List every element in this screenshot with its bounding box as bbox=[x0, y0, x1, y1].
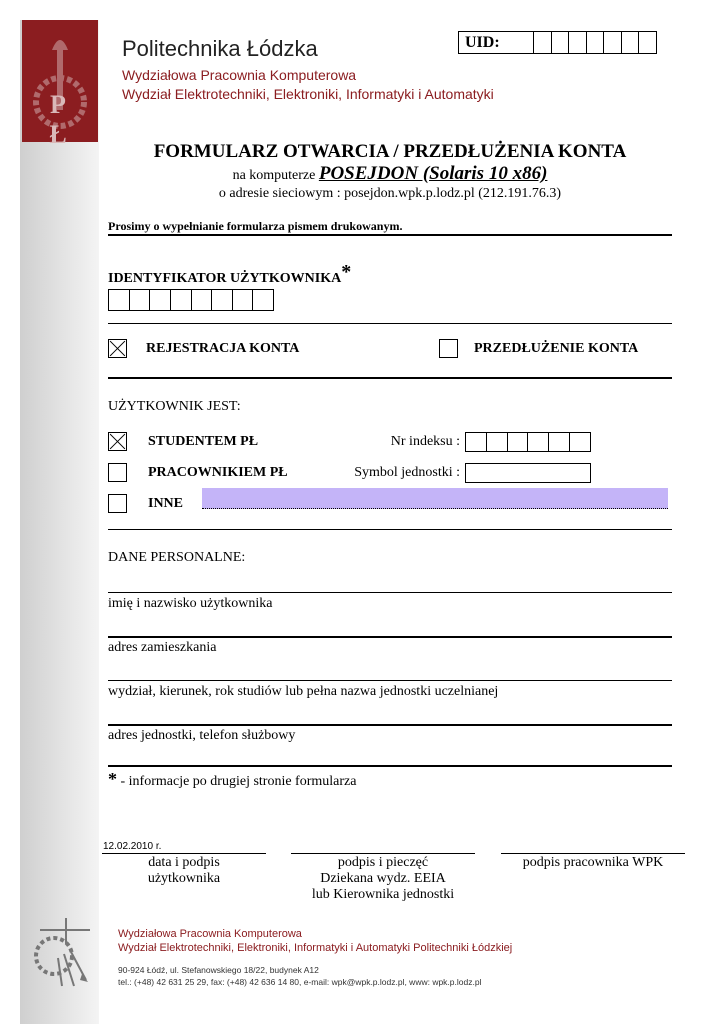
other-label: INNE bbox=[148, 496, 184, 511]
lab-logo bbox=[26, 910, 98, 995]
identifier-cell[interactable] bbox=[130, 290, 151, 310]
computer-name: POSEJDON (Solaris 10 x86) bbox=[318, 163, 548, 184]
registration-label: REJESTRACJA KONTA bbox=[146, 341, 300, 356]
unit-symbol-input[interactable] bbox=[465, 463, 591, 483]
wpk-signature-line[interactable] bbox=[501, 853, 685, 854]
uid-cell[interactable] bbox=[621, 32, 639, 53]
employee-checkbox[interactable] bbox=[108, 463, 127, 482]
uid-cell[interactable] bbox=[586, 32, 604, 53]
address-field-label: adres zamieszkania bbox=[108, 640, 217, 655]
computer-prefix: na komputerze bbox=[232, 168, 316, 183]
index-cell[interactable] bbox=[487, 433, 508, 451]
uid-box[interactable] bbox=[458, 31, 657, 54]
uid-cell[interactable] bbox=[568, 32, 586, 53]
identifier-cell[interactable] bbox=[212, 290, 233, 310]
dean-signature-line[interactable] bbox=[291, 853, 475, 854]
identifier-label bbox=[108, 261, 351, 287]
personal-heading: DANE PERSONALNE: bbox=[108, 550, 246, 565]
lab-name: Wydziałowa Pracownia Komputerowa bbox=[122, 67, 357, 83]
faculty-name: Wydział Elektrotechniki, Elektroniki, Informatyki i Automatyki bbox=[122, 86, 494, 102]
index-input-grid[interactable] bbox=[465, 432, 591, 452]
lightning-gear-icon bbox=[26, 910, 98, 990]
employee-label: PRACOWNIKIEM PŁ bbox=[148, 465, 288, 480]
identifier-input-grid[interactable] bbox=[108, 289, 274, 311]
name-field-label: imię i nazwisko użytkownika bbox=[108, 596, 273, 611]
uid-label: UID: bbox=[465, 34, 500, 51]
footer-contact: tel.: (+48) 42 631 25 29, fax: (+48) 42 636 14 80, e-mail: wpk@wpk.p.lodz.pl, www: wpk.p.lodz.pl bbox=[118, 977, 482, 987]
faculty-input-line[interactable] bbox=[108, 680, 672, 681]
dean-caption-line3: lub Kierownika jednostki bbox=[311, 887, 455, 902]
identifier-cell[interactable] bbox=[192, 290, 213, 310]
uid-cell[interactable] bbox=[603, 32, 621, 53]
index-label: Nr indeksu : bbox=[390, 434, 460, 449]
index-cell[interactable] bbox=[508, 433, 529, 451]
form-title: FORMULARZ OTWARCIA / PRZEDŁUŻENIA KONTA bbox=[153, 141, 627, 162]
user-caption-line2: użytkownika bbox=[147, 871, 221, 886]
index-cell[interactable] bbox=[466, 433, 487, 451]
identifier-cell[interactable] bbox=[233, 290, 254, 310]
uid-cell[interactable] bbox=[551, 32, 569, 53]
university-logo bbox=[22, 20, 98, 149]
other-checkbox[interactable] bbox=[108, 494, 127, 513]
divider bbox=[108, 377, 672, 379]
wpk-signature-caption: podpis pracownika WPK bbox=[522, 855, 664, 870]
date-value[interactable]: 12.02.2010 r. bbox=[103, 841, 162, 852]
university-name: Politechnika Łódzka bbox=[122, 36, 318, 61]
network-address: o adresie sieciowym : posejdon.wpk.p.lodz.pl (212.191.76.3) bbox=[218, 186, 562, 201]
divider bbox=[108, 323, 672, 324]
name-input-line[interactable] bbox=[108, 592, 672, 593]
index-cell[interactable] bbox=[549, 433, 570, 451]
dean-signature-caption bbox=[291, 855, 475, 903]
identifier-text: IDENTYFIKATOR UŻYTKOWNIKA bbox=[108, 271, 342, 286]
footnote bbox=[108, 769, 356, 790]
unit-address-input-line[interactable] bbox=[108, 724, 672, 726]
unit-address-field-label: adres jednostki, telefon służbowy bbox=[108, 728, 296, 743]
extension-checkbox[interactable] bbox=[439, 339, 458, 358]
divider bbox=[108, 529, 672, 530]
logo-letters: P Ł bbox=[49, 90, 81, 149]
left-sidebar bbox=[20, 20, 99, 1024]
divider bbox=[108, 234, 672, 236]
identifier-star: * bbox=[341, 261, 352, 283]
student-label: STUDENTEM PŁ bbox=[148, 434, 259, 449]
footnote-text: - informacje po drugiej stronie formularza bbox=[117, 774, 357, 789]
unit-symbol-label: Symbol jednostki : bbox=[354, 465, 460, 480]
other-input-field[interactable] bbox=[202, 488, 668, 509]
identifier-cell[interactable] bbox=[253, 290, 273, 310]
user-caption-line1: data i podpis bbox=[148, 855, 220, 870]
footer-faculty: Wydział Elektrotechniki, Elektroniki, Informatyki i Automatyki Politechniki Łódzkiej bbox=[118, 942, 513, 954]
footer-address: 90-924 Łódź, ul. Stefanowskiego 18/22, budynek A12 bbox=[118, 965, 319, 975]
extension-label: PRZEDŁUŻENIE KONTA bbox=[474, 341, 639, 356]
identifier-cell[interactable] bbox=[171, 290, 192, 310]
user-signature-caption bbox=[102, 855, 266, 887]
dean-caption-line2: Dziekana wydz. EEIA bbox=[320, 871, 446, 886]
index-cell[interactable] bbox=[570, 433, 590, 451]
divider bbox=[108, 765, 672, 767]
dean-caption-line1: podpis i pieczęć bbox=[337, 855, 429, 870]
computer-line bbox=[108, 163, 672, 185]
uid-cell[interactable] bbox=[533, 32, 551, 53]
registration-checkbox[interactable] bbox=[108, 339, 127, 358]
student-checkbox[interactable] bbox=[108, 432, 127, 451]
uid-cell[interactable] bbox=[638, 32, 656, 53]
user-type-heading: UŻYTKOWNIK JEST: bbox=[108, 399, 241, 414]
user-signature-line[interactable] bbox=[102, 853, 266, 854]
faculty-field-label: wydział, kierunek, rok studiów lub pełna nazwa jednostki uczelnianej bbox=[108, 684, 499, 699]
footnote-star: * bbox=[108, 769, 117, 789]
instruction-note: Prosimy o wypełnianie formularza pismem drukowanym. bbox=[108, 219, 403, 233]
address-input-line[interactable] bbox=[108, 636, 672, 638]
identifier-cell[interactable] bbox=[150, 290, 171, 310]
identifier-cell[interactable] bbox=[109, 290, 130, 310]
footer-lab: Wydziałowa Pracownia Komputerowa bbox=[118, 928, 302, 940]
index-cell[interactable] bbox=[528, 433, 549, 451]
